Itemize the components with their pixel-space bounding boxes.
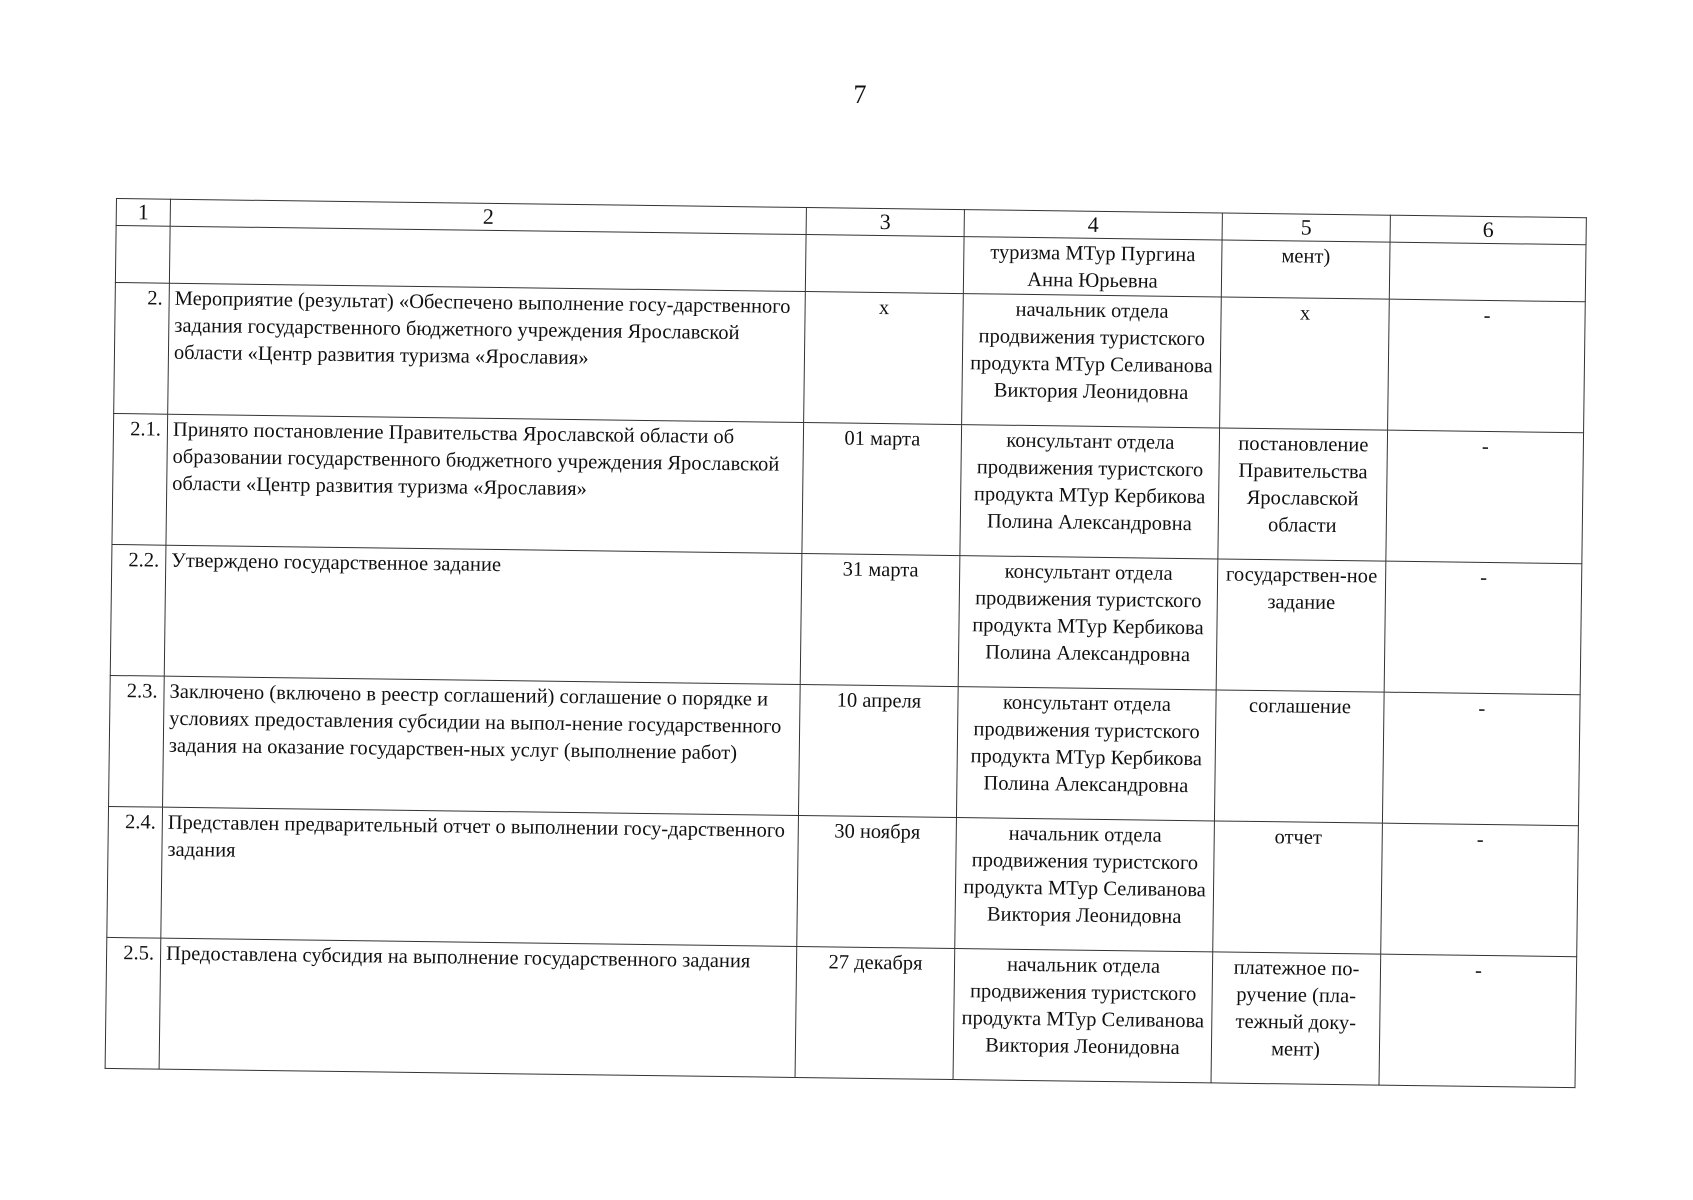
row-date: 10 апреля xyxy=(798,684,958,817)
row-note: - xyxy=(1381,823,1579,957)
row-note: - xyxy=(1382,692,1580,826)
row-description: Предоставлена субсидия на выполнение государственного задания xyxy=(159,938,797,1077)
row-date: 01 марта xyxy=(802,423,962,556)
row-date: 30 ноября xyxy=(797,815,957,948)
row-description: Мероприятие (результат) «Обеспечено выполнение госу-дарственного задания государственного бюджетного учреждения Ярославской области «Центр развития туризма «Ярославия» xyxy=(168,283,806,422)
row-note xyxy=(1389,242,1586,302)
row-responsible: консультант отдела продвижения туристского продукта МТур Кербикова Полина Александровна xyxy=(956,687,1216,821)
row-note: - xyxy=(1386,430,1584,564)
row-number: 2. xyxy=(114,282,170,414)
row-result: соглашение xyxy=(1214,690,1384,823)
row-date: 31 марта xyxy=(800,554,960,687)
row-description: Принято постановление Правительства Ярославской области об образовании государственного бюджетного учреждения Ярославской области «Центр развития туризма «Ярославия» xyxy=(166,414,804,553)
column-header-1: 1 xyxy=(116,199,170,227)
row-number: 2.2. xyxy=(110,544,166,676)
table-row xyxy=(105,937,1577,1087)
table-row xyxy=(112,413,1584,563)
column-header-5: 5 xyxy=(1222,213,1390,242)
row-number: 2.4. xyxy=(107,806,163,938)
row-description: Утверждено государственное задание xyxy=(164,545,802,684)
table-row xyxy=(110,544,1582,694)
row-result: х xyxy=(1220,297,1390,430)
row-result: мент) xyxy=(1221,240,1390,299)
row-number: 2.1. xyxy=(112,413,168,545)
column-header-2: 2 xyxy=(170,199,806,234)
row-number: 2.3. xyxy=(109,675,165,807)
row-description: Заключено (включено в реестр соглашений) соглашение о порядке и условиях предоставления субсидии на выпол-нение государственного задания на оказание государствен-ных услуг (выполнение работ) xyxy=(163,676,801,815)
row-note: - xyxy=(1384,561,1582,695)
page-number: 7 xyxy=(853,80,867,109)
table-row xyxy=(109,675,1581,825)
row-responsible: туризма МТур Пургина Анна Юрьевна xyxy=(963,237,1222,297)
row-number: 2.5. xyxy=(105,937,161,1069)
row-result: государствен-ное задание xyxy=(1216,559,1386,692)
row-responsible: консультант отдела продвижения туристского продукта МТур Кербикова Полина Александровна xyxy=(958,556,1218,690)
table-row xyxy=(107,806,1579,956)
row-responsible: начальник отдела продвижения туристского продукта МТур Селиванова Виктория Леонидовна xyxy=(962,294,1222,428)
row-responsible: консультант отдела продвижения туристского продукта МТур Кербикова Полина Александровна xyxy=(960,425,1220,559)
row-responsible: начальник отдела продвижения туристского продукта МТур Селиванова Виктория Леонидовна xyxy=(955,818,1215,952)
row-description xyxy=(169,226,806,291)
column-header-4: 4 xyxy=(964,210,1222,240)
row-note: - xyxy=(1388,299,1586,433)
row-number xyxy=(115,226,170,284)
row-description: Представлен предварительный отчет о выполнении госу-дарственного задания xyxy=(161,807,799,946)
column-header-3: 3 xyxy=(806,208,964,237)
activities-table xyxy=(105,198,1587,1088)
row-result: отчет xyxy=(1213,821,1383,954)
row-result: постановление Правительства Ярославской области xyxy=(1218,428,1388,561)
row-note: - xyxy=(1379,954,1577,1088)
row-responsible: начальник отдела продвижения туристского продукта МТур Селиванова Виктория Леонидовна xyxy=(953,949,1213,1083)
row-result: платежное по-ручение (пла-тежный доку-мент) xyxy=(1211,952,1381,1085)
table-row xyxy=(114,282,1586,432)
row-date: х xyxy=(804,292,964,425)
row-date: 27 декабря xyxy=(795,946,955,1079)
column-header-6: 6 xyxy=(1390,215,1586,245)
row-date xyxy=(805,235,964,294)
